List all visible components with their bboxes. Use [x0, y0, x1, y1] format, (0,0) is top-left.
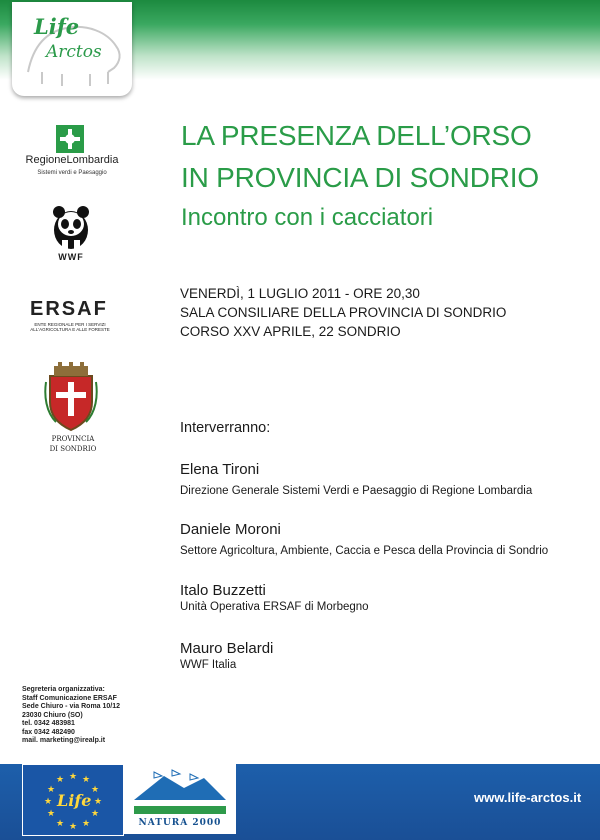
- speaker-role: Unità Operativa ERSAF di Morbegno: [180, 601, 369, 613]
- life-arctos-logo: [12, 2, 132, 96]
- svg-text:★: ★: [55, 774, 65, 784]
- speaker-name: Italo Buzzetti: [180, 582, 266, 599]
- wwf-panda-icon: [50, 204, 92, 250]
- contact-line: Sede Chiuro - via Roma 10/12: [22, 703, 121, 710]
- svg-text:★: ★: [46, 808, 56, 818]
- logo-life-text: Life: [34, 14, 80, 39]
- provincia-line2: DI SONDRIO: [49, 445, 97, 453]
- natura-2000-label: NATURA 2000: [138, 818, 222, 828]
- eu-life-text: Life: [57, 791, 92, 810]
- regione-lombardia-sub: Sistemi verdi e Paesaggio: [37, 170, 107, 176]
- event-venue: SALA CONSILIARE DELLA PROVINCIA DI SONDRIO: [180, 305, 507, 320]
- eu-life-logo: [22, 764, 124, 836]
- event-address: CORSO XXV APRILE, 22 SONDRIO: [180, 324, 401, 339]
- speaker-role: Direzione Generale Sistemi Verdi e Paesaggio di Regione Lombardia: [180, 485, 533, 497]
- event-date: VENERDÌ, 1 LUGLIO 2011 - ORE 20,30: [180, 286, 420, 301]
- provincia-label: [38, 434, 108, 454]
- website-link[interactable]: www.life-arctos.it: [474, 790, 582, 805]
- contact-line: fax 0342 482490: [22, 728, 75, 736]
- title-line2: IN PROVINCIA DI SONDRIO: [181, 162, 539, 193]
- wwf-label: WWF: [58, 252, 84, 262]
- svg-text:★: ★: [68, 771, 78, 781]
- svg-text:★: ★: [46, 784, 56, 794]
- ersaf-logo: ERSAF: [30, 298, 108, 320]
- contact-line: Segreteria organizzativa:: [22, 686, 105, 693]
- contact-block: [22, 686, 120, 746]
- provincia-coat-of-arms-icon: [44, 362, 98, 432]
- svg-text:★: ★: [90, 808, 100, 818]
- ersaf-sub: ENTE REGIONALE PER I SERVIZI ALL'AGRICOLTURA E ALLE FORESTE: [30, 322, 110, 332]
- speaker-name: Elena Tironi: [180, 461, 260, 478]
- speaker-role: Settore Agricoltura, Ambiente, Caccia e Pesca della Provincia di Sondrio: [180, 545, 549, 557]
- provincia-line1: PROVINCIA: [51, 435, 95, 443]
- logo-arctos-text: Arctos: [46, 42, 102, 62]
- svg-text:★: ★: [55, 818, 65, 828]
- svg-text:★: ★: [93, 796, 103, 806]
- speaker-role: WWF Italia: [180, 659, 237, 671]
- svg-text:★: ★: [81, 818, 91, 828]
- subtitle: Incontro con i cacciatori: [181, 204, 434, 231]
- contact-line: 23030 Chiuro (SO): [22, 711, 83, 719]
- contact-email[interactable]: mail. marketing@irealp.it: [22, 737, 106, 744]
- contact-line: tel. 0342 483981: [22, 720, 75, 727]
- speakers-label: Interverranno:: [180, 420, 271, 436]
- svg-text:★: ★: [90, 784, 100, 794]
- regione-lombardia-label: RegioneLombardia: [25, 154, 119, 166]
- contact-line: Staff Comunicazione ERSAF: [22, 694, 117, 702]
- svg-text:★: ★: [43, 796, 53, 806]
- svg-text:★: ★: [68, 821, 78, 831]
- regione-lombardia-icon: [56, 125, 84, 153]
- title-line1: LA PRESENZA DELL’ORSO: [181, 120, 532, 151]
- svg-text:★: ★: [81, 774, 91, 784]
- speaker-name: Daniele Moroni: [180, 521, 281, 538]
- speaker-name: Mauro Belardi: [180, 640, 274, 657]
